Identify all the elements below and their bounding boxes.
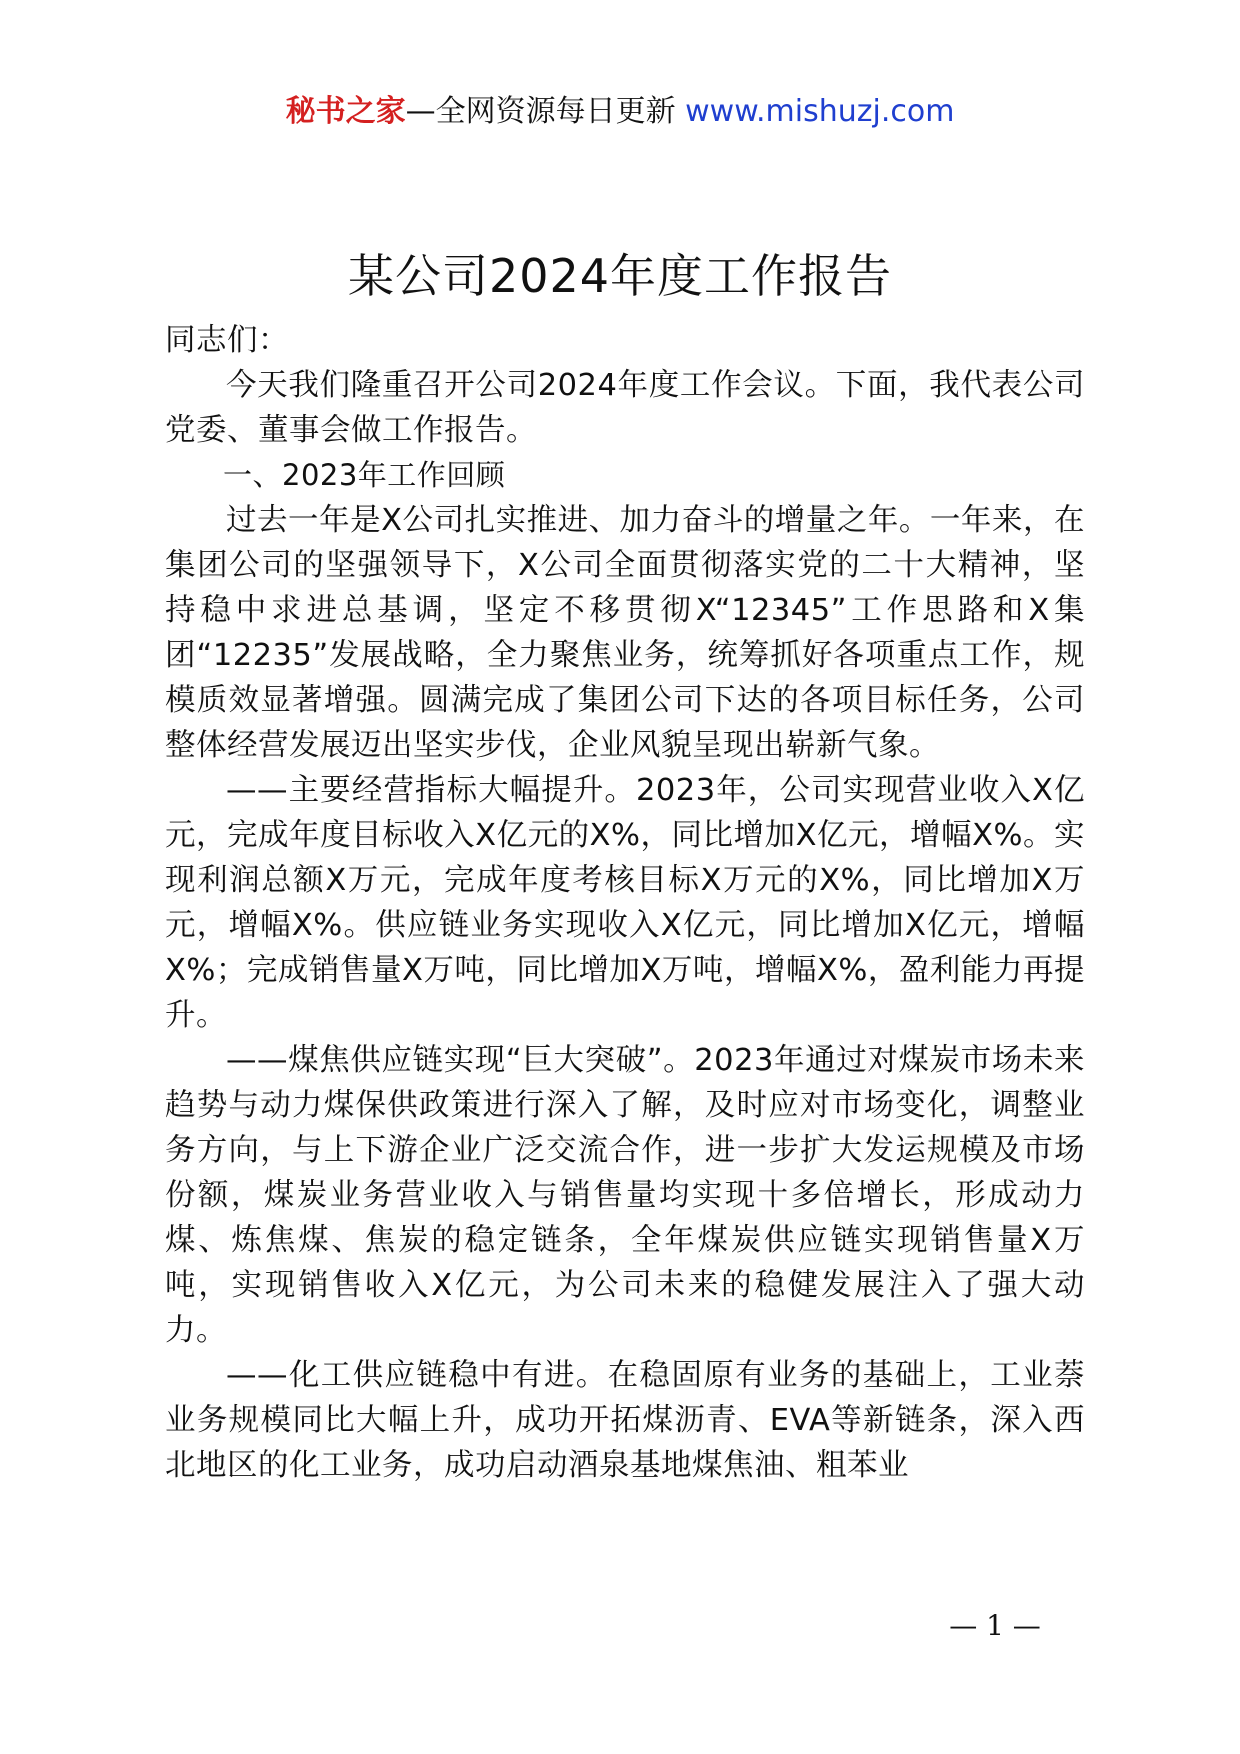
paragraph-intro: 今天我们隆重召开公司2024年度工作会议。下面，我代表公司党委、董事会做工作报告。 [165,368,1085,448]
paragraph-coal-supply-chain: ——煤焦供应链实现“巨大突破”。2023年通过对煤炭市场未来趋势与动力煤保供政策进行深入了解，及时应对市场变化，调整业务方向，与上下游企业广泛交流合作，进一步扩大发运规模及市场份额，煤炭业务营业收入与销售量均实现十多倍增长，形成动力煤、炼焦煤、焦炭的稳定链条，全年煤炭供应链实现销售量X万吨，实现销售收入X亿元，为公司未来的稳健发展注入了强大动力。 [165,1043,1085,1348]
paragraph-chemical-supply-chain: ——化工供应链稳中有进。在稳固原有业务的基础上，工业萘业务规模同比大幅上升，成功开拓煤沥青、EVA等新链条，深入西北地区的化工业务，成功启动酒泉基地煤焦油、粗苯业 [165,1358,1085,1483]
paragraph-indicators: ——主要经营指标大幅提升。2023年，公司实现营业收入X亿元，完成年度目标收入X亿元的X%，同比增加X亿元，增幅X%。实现利润总额X万元，完成年度考核目标X万元的X%，同比增加X万元，增幅X%。供应链业务实现收入X亿元，同比增加X亿元，增幅X%；完成销售量X万吨，同比增加X万吨，增幅X%，盈利能力再提升。 [165,773,1085,1033]
site-header [0,92,1240,132]
document-title: 某公司2024年度工作报告 [347,249,893,303]
section-heading: 一、2023年工作回顾 [223,458,506,492]
site-url-link[interactable]: www.mishuzj.com [685,94,955,129]
paragraph-review: 过去一年是X公司扎实推进、加力奋斗的增量之年。一年来，在集团公司的坚强领导下，X公司全面贯彻落实党的二十大精神，坚持稳中求进总基调，坚定不移贯彻X“12345”工作思路和X集团“12235”发展战略，全力聚焦业务，统筹抓好各项重点工作，规模质效显著增强。圆满完成了集团公司下达的各项目标任务，公司整体经营发展迈出坚实步伐，企业风貌呈现出崭新气象。 [165,503,1085,763]
salutation: 同志们： [165,323,289,358]
site-brand: 秘书之家 [285,94,406,129]
document-body [165,318,1085,1488]
site-tagline: —全网资源每日更新 [405,94,686,129]
page-number: — 1 — [949,1609,1041,1642]
